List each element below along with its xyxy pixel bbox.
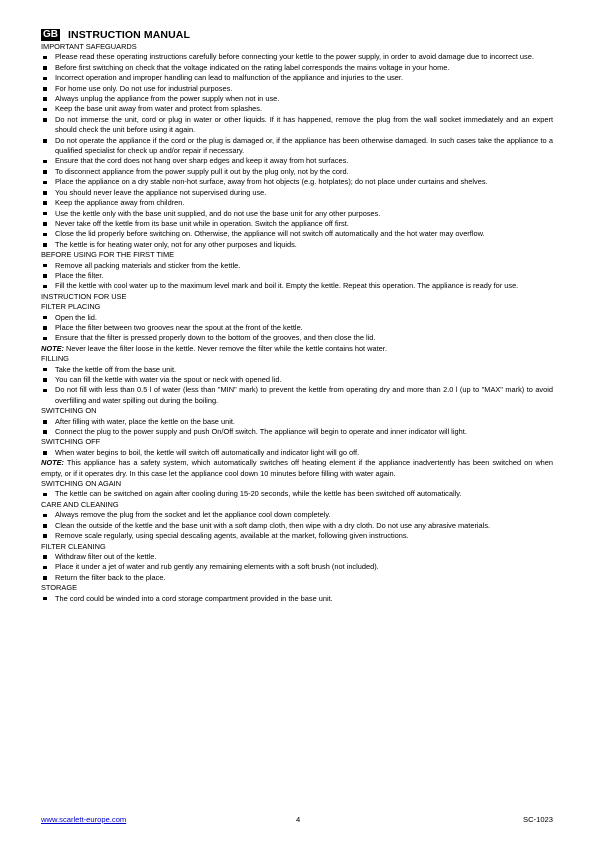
- square-bullet-icon: [43, 524, 47, 528]
- list-item-text: Always remove the plug from the socket and let the appliance cool down completely.: [55, 510, 331, 520]
- list-item: [41, 271, 553, 281]
- square-bullet-icon: [43, 576, 47, 580]
- square-bullet-icon: [43, 514, 47, 518]
- bullet-list: [41, 552, 553, 583]
- list-item-text: The kettle can be switched on again after cooling during 15-20 seconds, while the kettle has been switched off automatically.: [55, 489, 462, 499]
- square-bullet-icon: [43, 534, 47, 538]
- list-item: [41, 156, 553, 166]
- list-item: [41, 115, 553, 136]
- bullet-list: [41, 261, 553, 292]
- page-footer: [41, 815, 553, 827]
- list-item-text: Ensure that the cord does not hang over sharp edges and keep it away from hot surfaces.: [55, 156, 349, 166]
- list-item-text: To disconnect appliance from the power supply pull it out by the plug only, not by the cord.: [55, 166, 349, 176]
- list-item: [41, 313, 553, 323]
- list-item-text: Place the filter.: [55, 270, 104, 280]
- list-item-text: After filling with water, place the kettle on the base unit.: [55, 416, 235, 426]
- list-item: [41, 552, 553, 562]
- square-bullet-icon: [43, 170, 47, 174]
- list-item: [41, 52, 553, 62]
- list-item: [41, 136, 553, 157]
- square-bullet-icon: [43, 493, 47, 497]
- list-item: [41, 531, 553, 541]
- list-item: [41, 375, 553, 385]
- square-bullet-icon: [43, 191, 47, 195]
- square-bullet-icon: [43, 87, 47, 91]
- square-bullet-icon: [43, 451, 47, 455]
- section-heading: CARE AND CLEANING: [41, 499, 119, 509]
- list-item-text: You can fill the kettle with water via the spout or neck with opened lid.: [55, 375, 282, 384]
- bullet-list: [41, 448, 553, 458]
- section-heading: SWITCHING ON: [41, 406, 97, 416]
- square-bullet-icon: [43, 316, 47, 320]
- square-bullet-icon: [43, 597, 47, 601]
- list-item: [41, 209, 553, 219]
- square-bullet-icon: [43, 274, 47, 278]
- list-item-text: Take the kettle off from the base unit.: [55, 364, 177, 374]
- list-item-text: The kettle is for heating water only, not for any other purposes and liquids.: [55, 239, 297, 249]
- page-number: 4: [296, 815, 301, 824]
- list-item: [41, 198, 553, 208]
- square-bullet-icon: [43, 108, 47, 112]
- list-item-text: You should never leave the appliance not supervised during use.: [55, 187, 267, 197]
- square-bullet-icon: [43, 378, 47, 382]
- square-bullet-icon: [43, 139, 47, 143]
- section-heading: FILTER CLEANING: [41, 541, 106, 551]
- square-bullet-icon: [43, 389, 47, 393]
- list-item-text: The cord could be winded into a cord storage compartment provided in the base unit.: [55, 593, 333, 603]
- list-item-text: Place the filter between two grooves near the spout at the front of the kettle.: [55, 322, 303, 332]
- list-item-text: Keep the base unit away from water and protect from splashes.: [55, 104, 263, 114]
- list-item-text: When water begins to boil, the kettle will switch off automatically and indicator light will go off.: [55, 447, 360, 457]
- list-item-text: Do not immerse the unit, cord or plug in water or other liquids. If it has happened, remove the plug from the wall socket immediately and an expert should check the unit before using it again.: [55, 114, 553, 135]
- section-heading: STORAGE: [41, 583, 78, 593]
- list-item-text: Keep the appliance away from children.: [55, 198, 185, 208]
- square-bullet-icon: [43, 430, 47, 434]
- square-bullet-icon: [43, 212, 47, 216]
- list-item: [41, 323, 553, 333]
- list-item: [41, 94, 553, 104]
- list-item: [41, 333, 553, 343]
- note-paragraph: [41, 458, 553, 479]
- section-heading: BEFORE USING FOR THE FIRST TIME: [41, 250, 175, 260]
- list-item: [41, 177, 553, 187]
- bullet-list: [41, 52, 553, 250]
- list-item: [41, 63, 553, 73]
- list-item-text: Fill the kettle with cool water up to the maximum level mark and boil it. Empty the kettle. Repeat this operation. The appliance is ready for use.: [55, 281, 519, 291]
- list-item: [41, 385, 553, 406]
- list-item-text: Place it under a jet of water and rub gently any remaining elements with a soft brush (not included).: [55, 562, 379, 572]
- list-item-text: Open the lid.: [55, 312, 97, 322]
- note-text: Never leave the filter loose in the kettle. Never remove the filter while the kettle contains hot water.: [64, 343, 387, 353]
- section-heading: SWITCHING ON AGAIN: [41, 479, 122, 489]
- list-item: [41, 281, 553, 291]
- list-item-text: Close the lid properly before switching on. Otherwise, the appliance will not switch off automatically and the hot water may overflow.: [55, 229, 485, 239]
- list-item: [41, 167, 553, 177]
- square-bullet-icon: [43, 420, 47, 424]
- list-item-text: For home use only. Do not use for industrial purposes.: [55, 83, 233, 93]
- list-item: [41, 240, 553, 250]
- square-bullet-icon: [43, 566, 47, 570]
- sections-container: [41, 42, 553, 604]
- model-number: SC-1023: [523, 815, 553, 824]
- list-item: [41, 427, 553, 437]
- section-heading: INSTRUCTION FOR USE: [41, 291, 127, 301]
- list-item-text: Do not operate the appliance if the cord or the plug is damaged or, if the appliance has been otherwise damaged. In such cases take the appliance to a qualified specialist for check up and/or repair if necessary.: [55, 135, 553, 156]
- square-bullet-icon: [43, 97, 47, 101]
- bullet-list: [41, 594, 553, 604]
- list-item-text: Remove all packing materials and sticker from the kettle.: [55, 260, 241, 270]
- square-bullet-icon: [43, 368, 47, 372]
- list-item: [41, 448, 553, 458]
- square-bullet-icon: [43, 326, 47, 330]
- list-item-text: Withdraw filter out of the kettle.: [55, 551, 157, 561]
- square-bullet-icon: [43, 160, 47, 164]
- list-item: [41, 562, 553, 572]
- list-item-text: Clean the outside of the kettle and the base unit with a soft damp cloth, then wipe with a dry cloth. Do not use any abrasive materials.: [55, 520, 491, 530]
- note-label: NOTE:: [41, 458, 64, 468]
- list-item-text: Return the filter back to the place.: [55, 572, 166, 582]
- list-item-text: Please read these operating instructions carefully before connecting your kettle to the power supply, in order to avoid damage due to incorrect use.: [55, 52, 534, 62]
- list-item-text: Ensure that the filter is pressed properly down to the bottom of the grooves, and then close the lid.: [55, 333, 376, 343]
- list-item: [41, 594, 553, 604]
- square-bullet-icon: [43, 201, 47, 205]
- list-item-text: Before first switching on check that the voltage indicated on the rating label corresponds the mains voltage in your home.: [55, 62, 450, 72]
- square-bullet-icon: [43, 233, 47, 237]
- list-item: [41, 229, 553, 239]
- bullet-list: [41, 510, 553, 541]
- square-bullet-icon: [43, 285, 47, 289]
- list-item-text: Never take off the kettle from its base unit while in operation. Switch the appliance off first.: [55, 218, 349, 228]
- note-paragraph: [41, 344, 553, 354]
- list-item: [41, 104, 553, 114]
- list-item: [41, 73, 553, 83]
- square-bullet-icon: [43, 77, 47, 81]
- list-item-text: Remove scale regularly, using special descaling agents, available at the market, following given instructions.: [55, 531, 409, 541]
- list-item: [41, 219, 553, 229]
- list-item-text: Use the kettle only with the base unit supplied, and do not use the base unit for any other purposes.: [55, 208, 381, 218]
- list-item: [41, 261, 553, 271]
- square-bullet-icon: [43, 56, 47, 60]
- note-text: This appliance has a safety system, which automatically switches off heating element if the appliance inadvertently has been switched on when empty, or if it operates dry. In this case let the appliance cool down 10 minutes before filling with water again.: [41, 458, 553, 478]
- list-item-text: Do not fill with less than 0.5 l of water (less than "MIN" mark) to prevent the kettle from operating dry and more than 2.0 l (up to "MAX" mark) to avoid overfilling and water spilling out during the boiling.: [55, 385, 553, 405]
- list-item: [41, 510, 553, 520]
- list-item: [41, 417, 553, 427]
- bullet-list: [41, 313, 553, 344]
- note-label: NOTE:: [41, 343, 64, 353]
- manual-content: [41, 28, 553, 604]
- list-item-text: Incorrect operation and improper handling can lead to malfunction of the appliance and injuries to the user.: [55, 73, 403, 83]
- square-bullet-icon: [43, 118, 47, 122]
- list-item: [41, 573, 553, 583]
- bullet-list: [41, 417, 553, 438]
- section-heading: FILLING: [41, 354, 69, 364]
- list-item-text: Place the appliance on a dry stable non-hot surface, away from hot objects (e.g. hotplates); do not place under curtains and shelves.: [55, 177, 488, 187]
- square-bullet-icon: [43, 264, 47, 268]
- language-badge: GB: [43, 29, 58, 40]
- list-item: [41, 84, 553, 94]
- square-bullet-icon: [43, 181, 47, 185]
- list-item-text: Connect the plug to the power supply and push On/Off switch. The appliance will begin to operate and inner indicator will light.: [55, 427, 467, 437]
- square-bullet-icon: [43, 243, 47, 247]
- section-heading: IMPORTANT SAFEGUARDS: [41, 42, 137, 51]
- list-item-text: Always unplug the appliance from the power supply when not in use.: [55, 94, 280, 104]
- square-bullet-icon: [43, 555, 47, 559]
- website-link[interactable]: www.scarlett-europe.com: [41, 815, 127, 824]
- list-item: [41, 365, 553, 375]
- bullet-list: [41, 365, 553, 407]
- square-bullet-icon: [43, 337, 47, 341]
- list-item: [41, 521, 553, 531]
- title-row: [41, 28, 553, 42]
- list-item: [41, 188, 553, 198]
- list-item: [41, 489, 553, 499]
- square-bullet-icon: [43, 222, 47, 226]
- bullet-list: [41, 489, 553, 499]
- document-title: INSTRUCTION MANUAL: [68, 28, 190, 41]
- section-heading: FILTER PLACING: [41, 302, 101, 312]
- section-heading: SWITCHING OFF: [41, 437, 101, 447]
- square-bullet-icon: [43, 66, 47, 70]
